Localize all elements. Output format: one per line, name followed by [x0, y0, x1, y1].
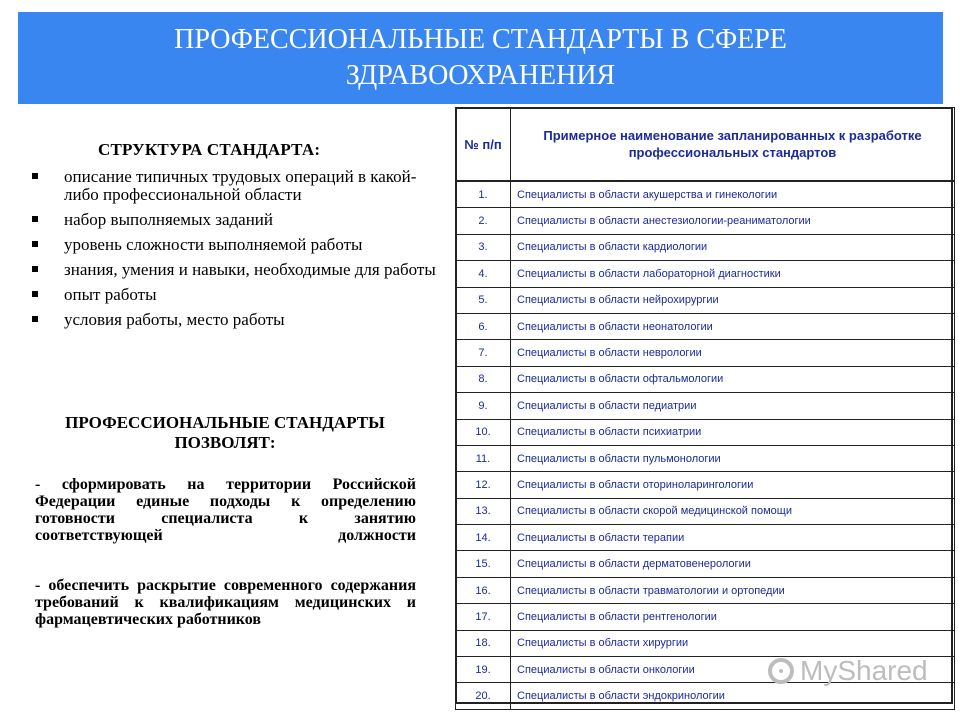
row-standard-name: Специалисты в области терапии: [511, 525, 955, 551]
structure-list-item: [30, 236, 450, 254]
table-body: [456, 181, 955, 709]
table-row: [456, 630, 955, 656]
row-standard-name: Специалисты в области травматологии и ортопедии: [511, 577, 955, 603]
row-number: 7.: [456, 340, 511, 366]
row-number: 4.: [456, 261, 511, 287]
row-number: 19.: [456, 657, 511, 683]
table-row: [456, 472, 955, 498]
structure-item-text: набор выполняемых заданий: [64, 210, 273, 229]
structure-list-item: [30, 261, 450, 279]
row-standard-name: Специалисты в области лабораторной диагностики: [511, 261, 955, 287]
table-row: [456, 181, 955, 208]
page-title: ПРОФЕССИОНАЛЬНЫЕ СТАНДАРТЫ В СФЕРЕ ЗДРАВООХРАНЕНИЯ: [174, 24, 787, 91]
structure-list-item: [30, 168, 450, 204]
row-number: 15.: [456, 551, 511, 577]
row-number: 13.: [456, 498, 511, 524]
row-standard-name: Специалисты в области педиатрии: [511, 393, 955, 419]
row-standard-name: Специалисты в области хирургии: [511, 630, 955, 656]
row-standard-name: Специалисты в области неврологии: [511, 340, 955, 366]
row-standard-name: Специалисты в области акушерства и гинекологии: [511, 181, 955, 208]
standards-table: [455, 107, 955, 710]
table-header-row: [456, 108, 955, 182]
structure-heading: СТРУКТУРА СТАНДАРТА:: [98, 140, 321, 159]
row-standard-name: Специалисты в области нейрохирургии: [511, 287, 955, 313]
table-row: [456, 234, 955, 260]
myshared-logo-icon: [768, 658, 794, 684]
row-number: 5.: [456, 287, 511, 313]
watermark-text: MyShared: [800, 655, 928, 686]
allow-heading: ПРОФЕССИОНАЛЬНЫЕ СТАНДАРТЫ ПОЗВОЛЯТ:: [65, 413, 385, 452]
row-standard-name: Специалисты в области кардиологии: [511, 234, 955, 260]
title-banner: [18, 12, 943, 104]
row-standard-name: Специалисты в области пульмонологии: [511, 445, 955, 471]
structure-item-text: описание типичных трудовых операций в какой-либо профессиональной области: [64, 167, 417, 204]
header-number: № п/п: [456, 108, 511, 182]
row-standard-name: Специалисты в области офтальмологии: [511, 366, 955, 392]
row-number: 9.: [456, 393, 511, 419]
allow-paragraph-1: - сформировать на территории Российской Федерации единые подходы к определению готовности специалиста к занятию соответствующей должности: [35, 476, 416, 544]
allow-paragraph-2: - обеспечить раскрытие современного содержания требований к квалификациям медицинских и фармацевтических работников: [35, 577, 416, 628]
row-number: 10.: [456, 419, 511, 445]
structure-item-text: условия работы, место работы: [64, 310, 285, 329]
square-bullet-icon: [32, 316, 38, 322]
table-row: [456, 287, 955, 313]
watermark: [768, 655, 928, 687]
structure-list-item: [30, 211, 450, 229]
row-number: 16.: [456, 577, 511, 603]
table-row: [456, 393, 955, 419]
table-row: [456, 551, 955, 577]
row-standard-name: Специалисты в области онкологии: [511, 657, 955, 683]
row-number: 8.: [456, 366, 511, 392]
row-standard-name: Специалисты в области психиатрии: [511, 419, 955, 445]
row-number: 1.: [456, 181, 511, 208]
table-row: [456, 419, 955, 445]
table-row: [456, 604, 955, 630]
row-number: 3.: [456, 234, 511, 260]
row-number: 6.: [456, 313, 511, 339]
table-row: [456, 261, 955, 287]
row-number: 2.: [456, 208, 511, 234]
table-row: [456, 577, 955, 603]
row-standard-name: Специалисты в области неонатологии: [511, 313, 955, 339]
header-name: Примерное наименование запланированных к разработке профессиональных стандартов: [511, 108, 955, 182]
table-row: [456, 313, 955, 339]
row-standard-name: Специалисты в области рентгенологии: [511, 604, 955, 630]
structure-list: [30, 168, 450, 336]
row-standard-name: Специалисты в области эндокринологии: [511, 683, 955, 709]
structure-item-text: уровень сложности выполняемой работы: [64, 235, 363, 254]
row-number: 20.: [456, 683, 511, 709]
table-row: [456, 445, 955, 471]
table-row: [456, 498, 955, 524]
row-standard-name: Специалисты в области дерматовенерологии: [511, 551, 955, 577]
structure-item-text: опыт работы: [64, 285, 157, 304]
structure-item-text: знания, умения и навыки, необходимые для работы: [64, 260, 436, 279]
row-number: 18.: [456, 630, 511, 656]
structure-list-item: [30, 286, 450, 304]
square-bullet-icon: [32, 291, 38, 297]
structure-list-item: [30, 311, 450, 329]
table-row: [456, 525, 955, 551]
row-number: 17.: [456, 604, 511, 630]
table-row: [456, 366, 955, 392]
table-row: [456, 340, 955, 366]
row-standard-name: Специалисты в области скорой медицинской помощи: [511, 498, 955, 524]
row-number: 11.: [456, 445, 511, 471]
square-bullet-icon: [32, 241, 38, 247]
row-number: 14.: [456, 525, 511, 551]
row-number: 12.: [456, 472, 511, 498]
row-standard-name: Специалисты в области анестезиологии-реаниматологии: [511, 208, 955, 234]
square-bullet-icon: [32, 266, 38, 272]
square-bullet-icon: [32, 216, 38, 222]
table-row: [456, 208, 955, 234]
square-bullet-icon: [32, 173, 38, 179]
row-standard-name: Специалисты в области оториноларингологии: [511, 472, 955, 498]
